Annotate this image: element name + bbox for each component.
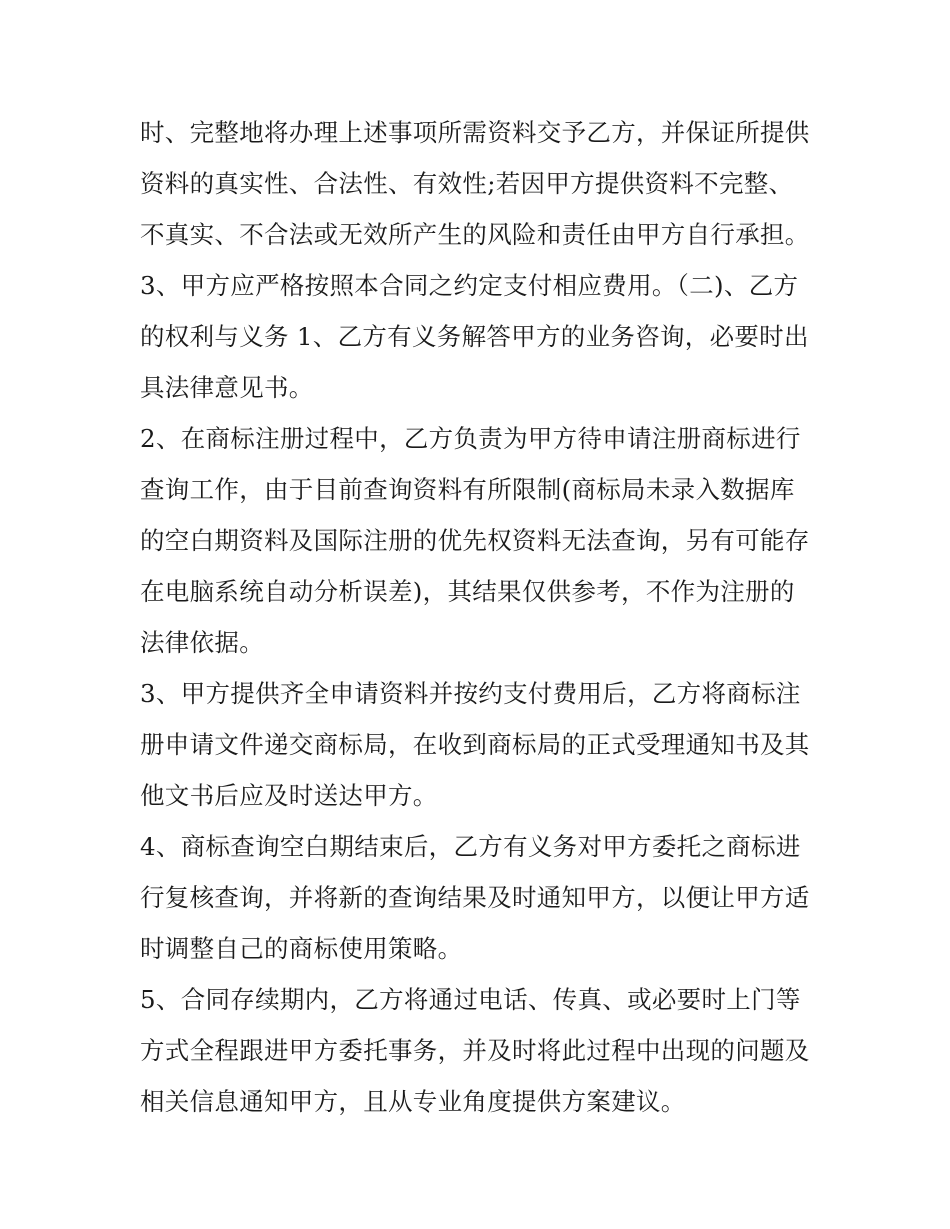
text-line: 的空白期资料及国际注册的优先权资料无法查询，另有可能存 (140, 526, 810, 555)
text-line: 的权利与义务 1、乙方有义务解答甲方的业务咨询，必要时出 (140, 322, 809, 351)
text-line: 4、商标查询空白期结束后，乙方有义务对甲方委托之商标进 (140, 832, 801, 861)
text-line: 在电脑系统自动分析误差)，其结果仅供参考，不作为注册的 (140, 577, 795, 606)
text-line: 法律依据。 (140, 628, 264, 657)
text-line: 资料的真实性、合法性、有效性;若因甲方提供资料不完整、 (140, 169, 794, 198)
text-line: 方式全程跟进甲方委托事务，并及时将此过程中出现的问题及 (140, 1036, 810, 1065)
text-line: 3、甲方应严格按照本合同之约定支付相应费用。（二)、乙方 (140, 271, 799, 300)
text-line: 册申请文件递交商标局，在收到商标局的正式受理通知书及其 (140, 730, 810, 759)
text-line: 行复核查询，并将新的查询结果及时通知甲方，以便让甲方适 (140, 883, 810, 912)
text-line: 查询工作，由于目前查询资料有所限制(商标局未录入数据库 (140, 475, 795, 504)
text-line: 5、合同存续期内，乙方将通过电话、传真、或必要时上门等 (140, 985, 801, 1014)
text-line: 相关信息通知甲方，且从专业角度提供方案建议。 (140, 1087, 686, 1116)
text-line: 具法律意见书。 (140, 373, 314, 402)
text-line: 3、甲方提供齐全申请资料并按约支付费用后，乙方将商标注 (140, 679, 801, 708)
text-line: 2、在商标注册过程中，乙方负责为甲方待申请注册商标进行 (140, 424, 801, 453)
text-line: 时、完整地将办理上述事项所需资料交予乙方，并保证所提供 (140, 118, 810, 147)
text-line: 他文书后应及时送达甲方。 (140, 781, 438, 810)
text-line: 时调整自己的商标使用策略。 (140, 934, 463, 963)
contract-body-text (140, 107, 820, 1127)
text-line: 不真实、不合法或无效所产生的风险和责任由甲方自行承担。 (140, 220, 810, 249)
